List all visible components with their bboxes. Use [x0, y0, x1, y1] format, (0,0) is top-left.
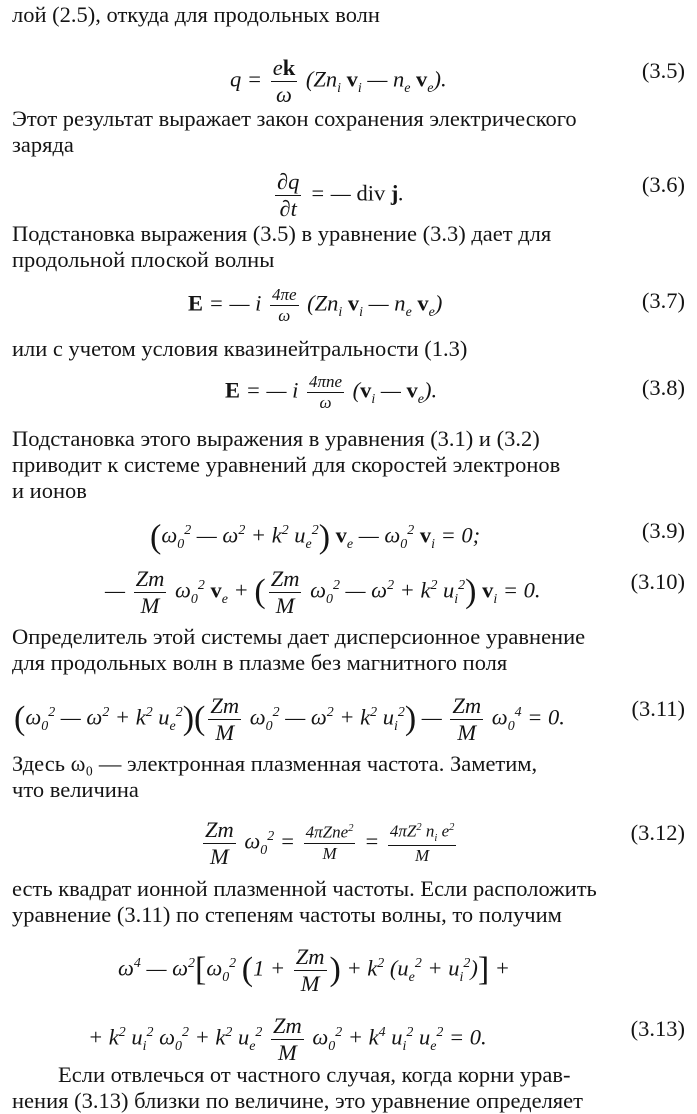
- equation-number: (3.13): [630, 1016, 685, 1041]
- equation-number: (3.7): [641, 288, 685, 313]
- equation-number: (3.9): [641, 518, 685, 543]
- text-line: Если отвлечься от частного случая, когда корни урав-: [58, 1062, 571, 1087]
- equation-number: (3.5): [641, 58, 685, 83]
- text-line: Подстановка выражения (3.5) в уравнение (3.3) дает для: [12, 221, 552, 246]
- text-line: для продольных волн в плазме без магнитного поля: [12, 650, 508, 675]
- text-line: Подстановка этого выражения в уравнения (3.1) и (3.2): [12, 426, 540, 451]
- equation-number: (3.8): [641, 375, 685, 400]
- equation-number: (3.6): [641, 172, 685, 197]
- text-line: Здесь ω₀ — электронная плазменная частота. Заметим,: [12, 751, 538, 776]
- text-line: есть квадрат ионной плазменной частоты. Если расположить: [12, 876, 597, 901]
- page: лой (2.5), откуда для продольных волн q = $\frac{ek}{\omega}$ ($Zn_i$ $v_i$ — $n_e$ $v_e$). (3.5) Этот результат выражает закон сохранения электрического заряда $\frac{\partial q}{\partial t}$ = — div j. (3.6) Подстановка выражения (3.5) в уравнение (3.3) дает для продольной плоской волны E = — i $\frac{4\pi e}{\omega}$ ($Zn_i$ $v_i$ — $n_e$ $v_e$) (3.7) или с учетом условия квазинейтральности (1.3) E = — i $\frac{\text{4πne}}{\omega}$ ($v_i$ — $v_e$). (3.8) Подстановка этого выражения в уравнения (3.1) и (3.2) приводит к системе уравнений для скоростей электронов и ионов ($\omega_0^2$ — $\omega^2 + k^2$ $u_e^2$) $v_e$ — $\omega_0^2$ $v_i = 0$; (3.9) — $\frac{Zm}{M}$ $\omega_0^2$ $v_e$ + ( $\frac{Zm}{M}$ $\omega_0^2$ — $\omega^2 + k^2$ $u_i^2$) $v_i = 0$. (3.10) Определитель этой системы дает дисперсионное уравнение для продольных волн в плазме без магнитного поля ($\omega_0^2$ — $\omega^2 + k^2$ $u_e^2$)( $\frac{Zm}{M}$ $\omega_0^2$ — $\omega^2 + k^2$ $u_i^2$) — $\frac{Zm}{M}$ $\omega_0^4 = 0$. (3.11) Здесь ω₀ — электронная плазменная частота. Заметим, что величина $\frac{Zm}{M}$ $\omega_0^2$ = $\frac{4\pi Zne^2}{M}$ = $\frac{4\pi Z^2 n_i e^2}{M}$ (3.12) есть квадрат ионной плазменной частоты. Если расположить уравнение (3.11) по степеням частоты волны, то получим $\omega^4$ — $\omega^2[\omega_0^2$ (1 + $\frac{Zm}{M}$ ) + $k^2$ $(u_e^2 + u_i^2)$] + + $k^2$ $u_i^2$ $\omega_0^2 + k^2$ $u_e^2$ $\frac{Zm}{M}$ $\omega_0^2 + k^4$ $u_i^2$ $u_e^2 = 0$. (3.13) Если отвлечься от частного случая, когда корни урав- нения (3.13) близки по величине, это уравнение определяет: [0, 0, 697, 1112]
- text-line: приводит к системе уравнений для скоростей электронов: [12, 452, 561, 477]
- text-line: и ионов: [12, 478, 87, 503]
- equation-number: (3.12): [630, 820, 685, 845]
- text-line: или с учетом условия квазинейтральности (1.3): [12, 336, 468, 361]
- text-line: Определитель этой системы дает дисперсионное уравнение: [12, 624, 586, 649]
- text-line: уравнение (3.11) по степеням частоты волны, то получим: [12, 902, 562, 927]
- text-line: Этот результат выражает закон сохранения электрического: [12, 106, 577, 131]
- text-line: лой (2.5), откуда для продольных волн: [12, 2, 380, 27]
- text-line: заряда: [12, 132, 74, 157]
- equation-number: (3.11): [631, 696, 685, 721]
- text-line: продольной плоской волны: [12, 247, 275, 272]
- text-line: что величина: [12, 777, 139, 802]
- equation-number: (3.10): [630, 569, 685, 594]
- text-line: нения (3.13) близки по величине, это уравнение определяет: [12, 1088, 583, 1113]
